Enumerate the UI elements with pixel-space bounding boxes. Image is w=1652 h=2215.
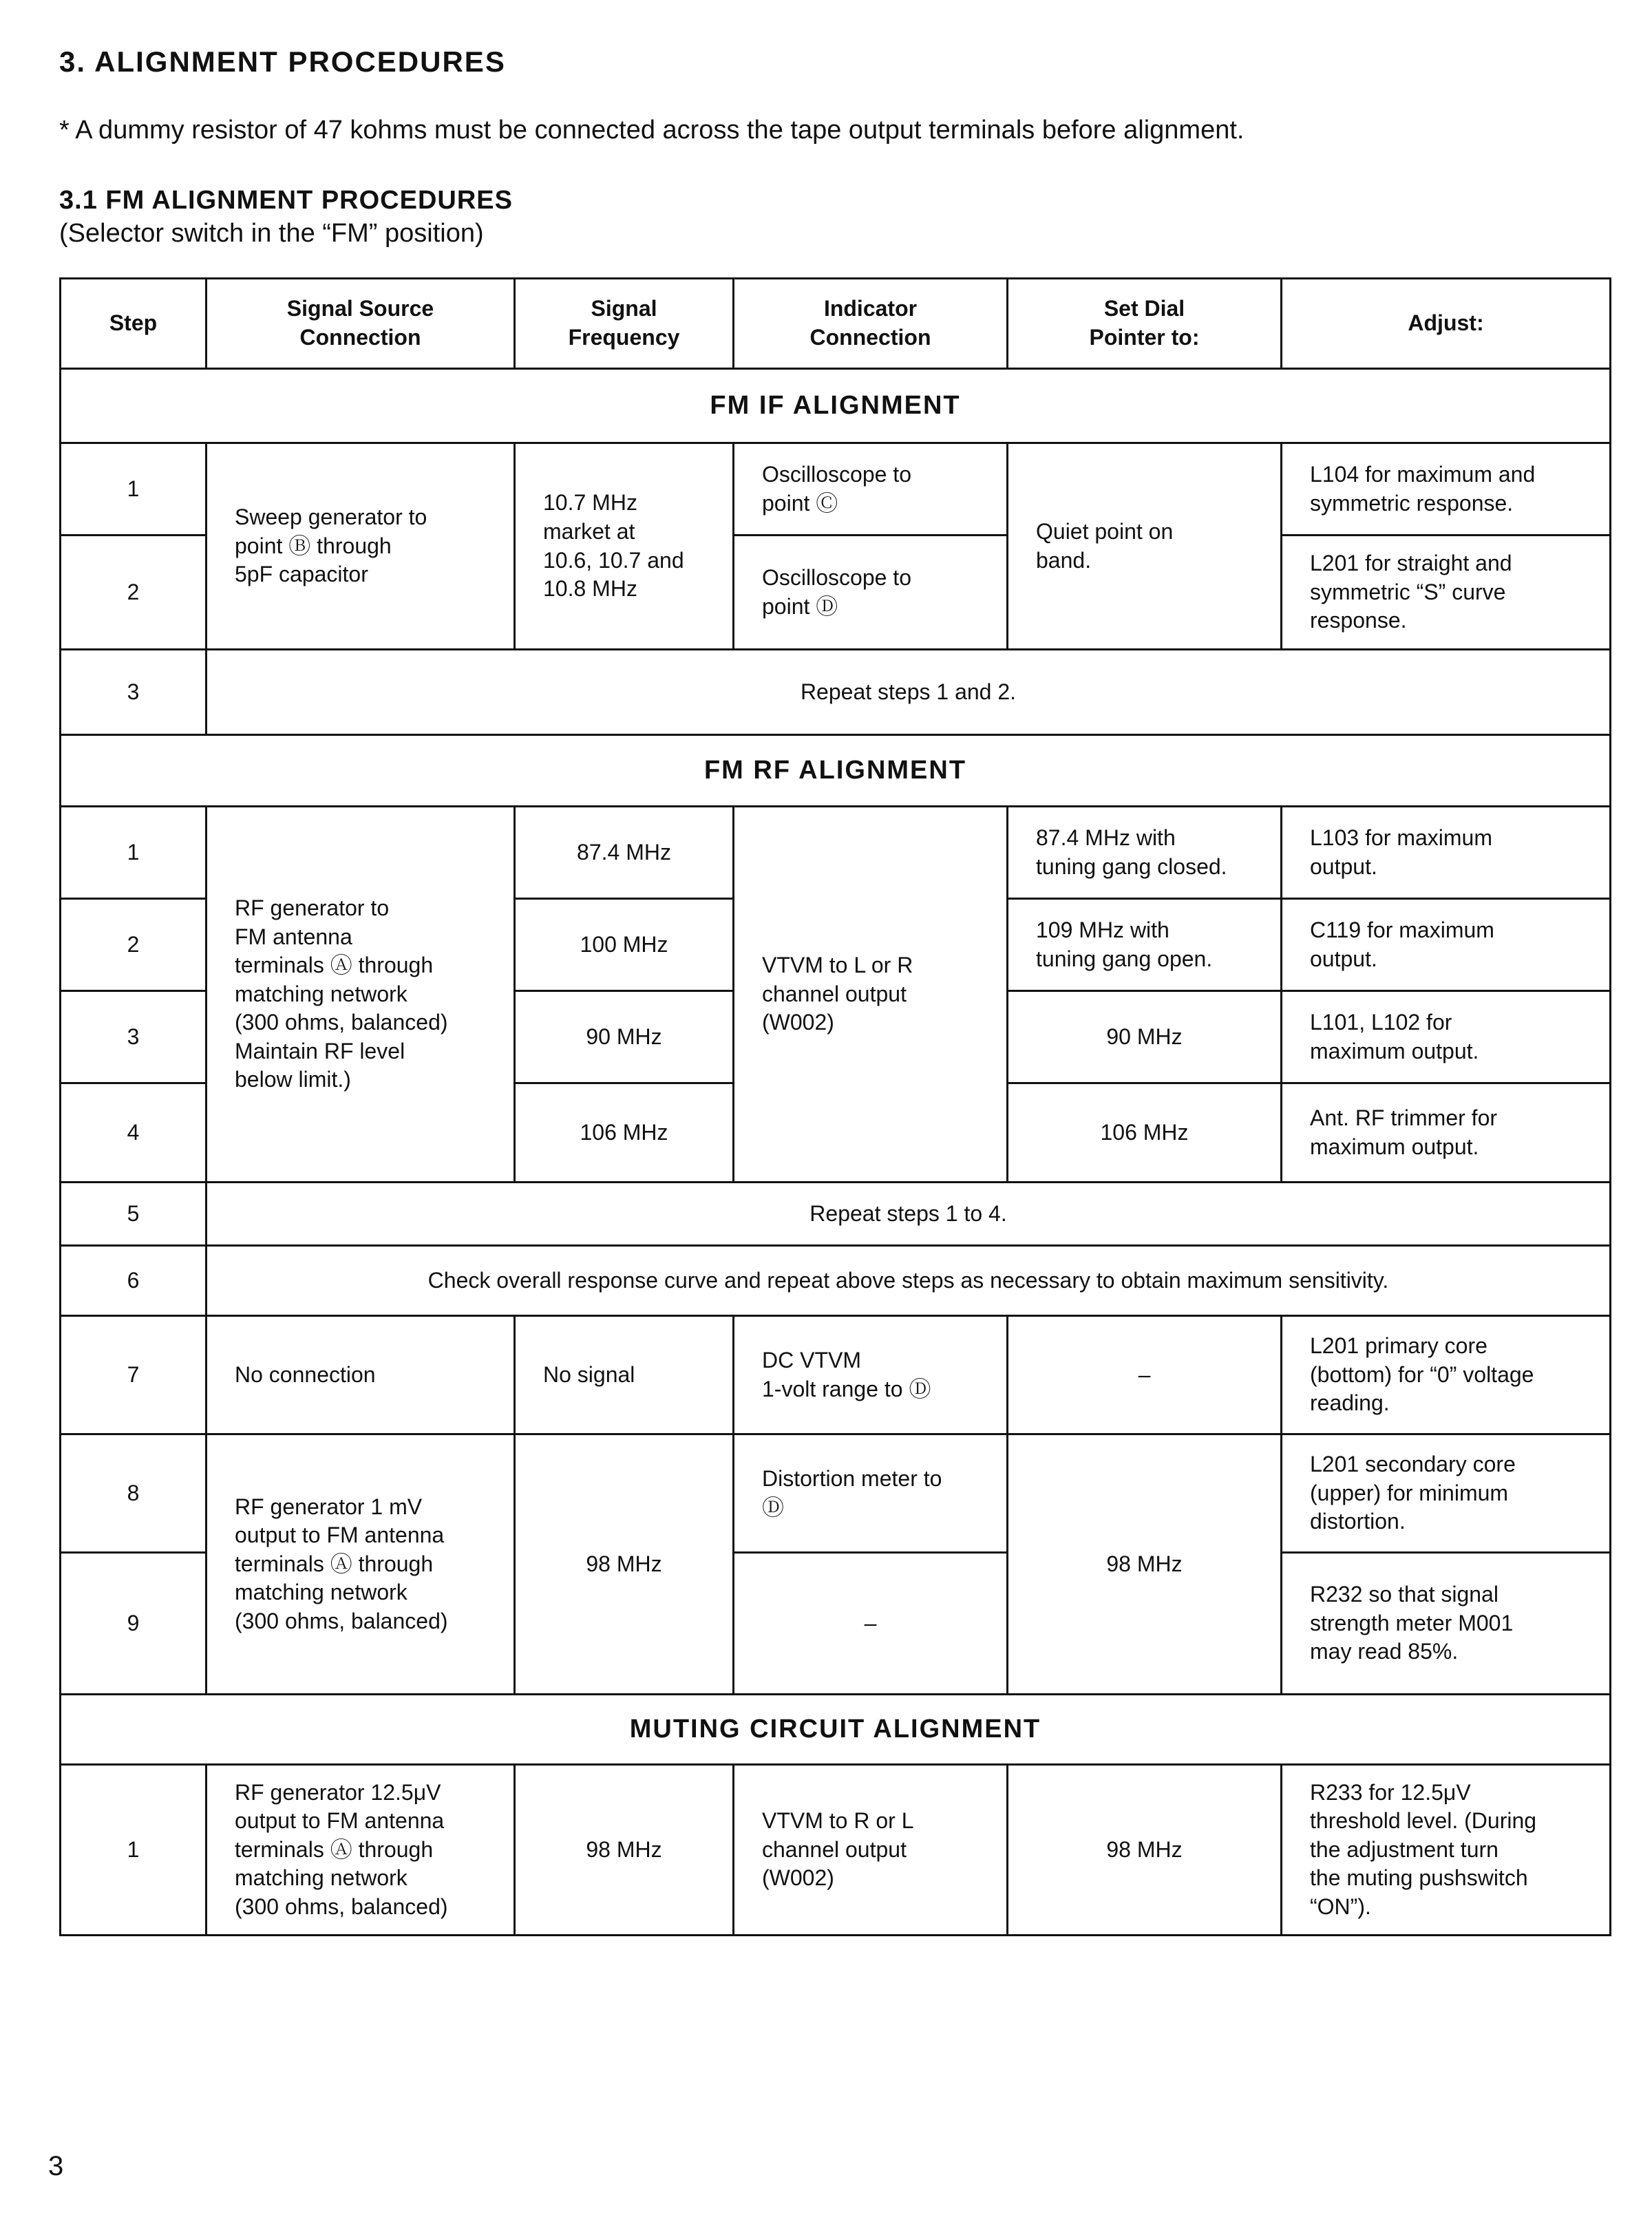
- step-cell: 3: [61, 650, 206, 735]
- repeat-note: Repeat steps 1 and 2.: [206, 650, 1611, 735]
- step-cell: 1: [61, 807, 206, 899]
- col-header-indicator: Indicator Connection: [734, 279, 1008, 369]
- table-row: [61, 1316, 1611, 1434]
- adjust-cell: L201 for straight and symmetric “S” curve response.: [1282, 536, 1611, 650]
- adjust-cell: L201 primary core (bottom) for “0” voltage reading.: [1282, 1316, 1611, 1434]
- dial-cell: 106 MHz: [1008, 1083, 1282, 1183]
- step-cell: 1: [61, 443, 206, 536]
- dummy-resistor-note: * A dummy resistor of 47 kohms must be connected across the tape output terminals before alignment.: [59, 116, 1245, 145]
- col-header-frequency: Signal Frequency: [515, 279, 734, 369]
- source-cell: RF generator to FM antenna terminals Ⓐ through matching network (300 ohms, balanced) Maintain RF level below limit.): [206, 807, 515, 1183]
- section-row-muting: [61, 1695, 1611, 1765]
- table-row: [61, 807, 1611, 899]
- section-title-fm-if: FM IF ALIGNMENT: [61, 369, 1611, 443]
- dial-cell: 109 MHz with tuning gang open.: [1008, 899, 1282, 991]
- section-title-muting: MUTING CIRCUIT ALIGNMENT: [61, 1695, 1611, 1765]
- indicator-cell: Oscilloscope to point Ⓓ: [734, 536, 1008, 650]
- section-row-fm-rf: [61, 735, 1611, 807]
- col-header-adjust: Adjust:: [1282, 279, 1611, 369]
- adjust-cell: R233 for 12.5μV threshold level. (During the adjustment turn the muting pushswitch “ON”).: [1282, 1765, 1611, 1936]
- dial-cell: –: [1008, 1316, 1282, 1434]
- step-cell: 5: [61, 1183, 206, 1246]
- adjust-cell: L104 for maximum and symmetric response.: [1282, 443, 1611, 536]
- table-header-row: [61, 279, 1611, 369]
- col-header-dial: Set Dial Pointer to:: [1008, 279, 1282, 369]
- col-header-step: Step: [61, 279, 206, 369]
- indicator-cell: DC VTVM 1-volt range to Ⓓ: [734, 1316, 1008, 1434]
- dial-cell: 90 MHz: [1008, 991, 1282, 1083]
- selector-note: (Selector switch in the “FM” position): [59, 219, 484, 248]
- page-number: 3: [48, 2151, 64, 2181]
- indicator-cell: Oscilloscope to point Ⓒ: [734, 443, 1008, 536]
- section-title: 3.1 FM ALIGNMENT PROCEDURES: [59, 186, 513, 215]
- source-cell: No connection: [206, 1316, 515, 1434]
- indicator-cell: –: [734, 1553, 1008, 1695]
- step-cell: 3: [61, 991, 206, 1083]
- table-row: [61, 1183, 1611, 1246]
- adjust-cell: L103 for maximum output.: [1282, 807, 1611, 899]
- frequency-cell: 106 MHz: [515, 1083, 734, 1183]
- table-row: [61, 1246, 1611, 1316]
- step-cell: 7: [61, 1316, 206, 1434]
- step-cell: 9: [61, 1553, 206, 1695]
- adjust-cell: C119 for maximum output.: [1282, 899, 1611, 991]
- step-cell: 8: [61, 1434, 206, 1553]
- frequency-cell: 98 MHz: [515, 1434, 734, 1695]
- frequency-cell: 10.7 MHz market at 10.6, 10.7 and 10.8 MHz: [515, 443, 734, 650]
- step-cell: 2: [61, 899, 206, 991]
- frequency-cell: 90 MHz: [515, 991, 734, 1083]
- frequency-cell: 98 MHz: [515, 1765, 734, 1936]
- frequency-cell: No signal: [515, 1316, 734, 1434]
- col-header-source: Signal Source Connection: [206, 279, 515, 369]
- indicator-cell: Distortion meter to Ⓓ: [734, 1434, 1008, 1553]
- frequency-cell: 87.4 MHz: [515, 807, 734, 899]
- source-cell: Sweep generator to point Ⓑ through 5pF capacitor: [206, 443, 515, 650]
- dial-cell: 87.4 MHz with tuning gang closed.: [1008, 807, 1282, 899]
- adjust-cell: L101, L102 for maximum output.: [1282, 991, 1611, 1083]
- dial-cell: 98 MHz: [1008, 1765, 1282, 1936]
- dial-cell: 98 MHz: [1008, 1434, 1282, 1695]
- section-title-fm-rf: FM RF ALIGNMENT: [61, 735, 1611, 807]
- check-note: Check overall response curve and repeat above steps as necessary to obtain maximum sensitivity.: [206, 1246, 1611, 1316]
- adjust-cell: Ant. RF trimmer for maximum output.: [1282, 1083, 1611, 1183]
- adjust-cell: R232 so that signal strength meter M001 may read 85%.: [1282, 1553, 1611, 1695]
- indicator-cell: VTVM to R or L channel output (W002): [734, 1765, 1008, 1936]
- source-cell: RF generator 1 mV output to FM antenna terminals Ⓐ through matching network (300 ohms, balanced): [206, 1434, 515, 1695]
- repeat-note: Repeat steps 1 to 4.: [206, 1183, 1611, 1246]
- step-cell: 6: [61, 1246, 206, 1316]
- step-cell: 1: [61, 1765, 206, 1936]
- frequency-cell: 100 MHz: [515, 899, 734, 991]
- section-row-fm-if: [61, 369, 1611, 443]
- step-cell: 2: [61, 536, 206, 650]
- page-title: 3. ALIGNMENT PROCEDURES: [59, 45, 506, 78]
- indicator-cell: VTVM to L or R channel output (W002): [734, 807, 1008, 1183]
- source-cell: RF generator 12.5μV output to FM antenna terminals Ⓐ through matching network (300 ohms, balanced): [206, 1765, 515, 1936]
- table-row: [61, 650, 1611, 735]
- dial-cell: Quiet point on band.: [1008, 443, 1282, 650]
- table-row: [61, 1765, 1611, 1936]
- table-row: [61, 1434, 1611, 1553]
- alignment-table: [59, 277, 1611, 1936]
- table-row: [61, 443, 1611, 536]
- adjust-cell: L201 secondary core (upper) for minimum distortion.: [1282, 1434, 1611, 1553]
- step-cell: 4: [61, 1083, 206, 1183]
